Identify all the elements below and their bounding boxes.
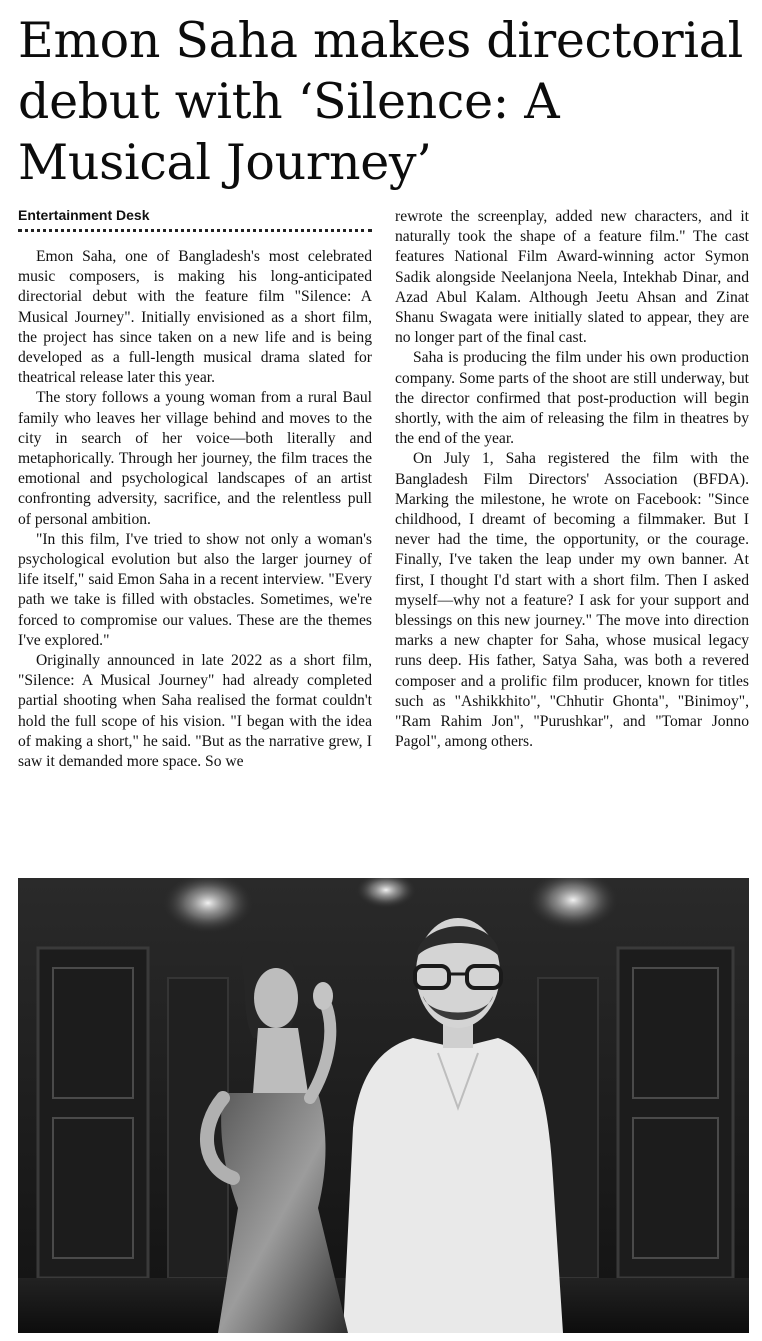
- byline: Entertainment Desk: [18, 207, 150, 223]
- paragraph: On July 1, Saha registered the film with the Bangladesh Film Directors' Association (BFDA). Marking the milestone, he wrote on Facebook: "Since childhood, I dreamt of becoming a filmmaker. But I never had the time, the opportunity, or the courage. Finally, I've taken the leap under my own banner. At first, I thought I'd start with a short film. Then I asked myself—why not a feature? I ask for your support and blessings on this new journey." The move into direction marks a new chapter for Saha, whose musical legacy runs deep. His father, Satya Saha, was both a revered composer and a prolific film producer, known for titles such as "Ashikkhito", "Chhutir Ghonta", "Binimoy", "Ram Rahim Jon", "Purushkar", and "Tomar Jonno Pagol", among others.: [395, 450, 749, 751]
- paragraph: Originally announced in late 2022 as a short film, "Silence: A Musical Journey" had already completed partial shooting when Saha realised the format couldn't hold the full scope of his vision. "I began with the idea of making a short," he said. "But as the narrative grew, I saw it demanded more space. So we: [18, 652, 372, 771]
- article-column-left: [18, 247, 372, 772]
- article-photo: [18, 878, 749, 1333]
- paragraph: Saha is producing the film under his own production company. Some parts of the shoot are still underway, but the director confirmed that post-production will begin shortly, with the aim of releasing the film in theatres by the end of the year.: [395, 349, 749, 448]
- article-column-right: [395, 207, 749, 752]
- headline: Emon Saha makes directorial debut with ‘Silence: A Musical Journey’: [18, 12, 744, 191]
- paragraph-continued: rewrote the screenplay, added new characters, and it naturally took the shape of a feature film." The cast features National Film Award-winning actor Symon Sadik alongside Neelanjona Neela, Intekhab Dinar, and Azad Abul Kalam. Although Jeetu Ahsan and Zinat Shanu Swagata were initially slated to appear, they are no longer part of the final cast.: [395, 208, 749, 347]
- paragraph: "In this film, I've tried to show not only a woman's psychological evolution but also the larger journey of life itself," said Emon Saha in a recent interview. "Every path we take is filled with obstacles. Sometimes, we're forced to compromise our values. These are the themes I've explored.": [18, 530, 372, 649]
- paragraph: Emon Saha, one of Bangladesh's most celebrated music composers, is making his long-anticipated directorial debut with the feature film "Silence: A Musical Journey". Initially envisioned as a short film, the project has since taken on a new life and is being developed as a full-length musical drama slated for theatrical release later this year.: [18, 248, 372, 387]
- dotted-divider: [18, 229, 372, 232]
- paragraph: The story follows a young woman from a rural Baul family who leaves her village behind and moves to the city in search of her voice—both literally and metaphorically. Through her journey, the film traces the emotional and psychological landscapes of an artist confronting adversity, sacrifice, and the relentless pull of personal ambition.: [18, 389, 372, 528]
